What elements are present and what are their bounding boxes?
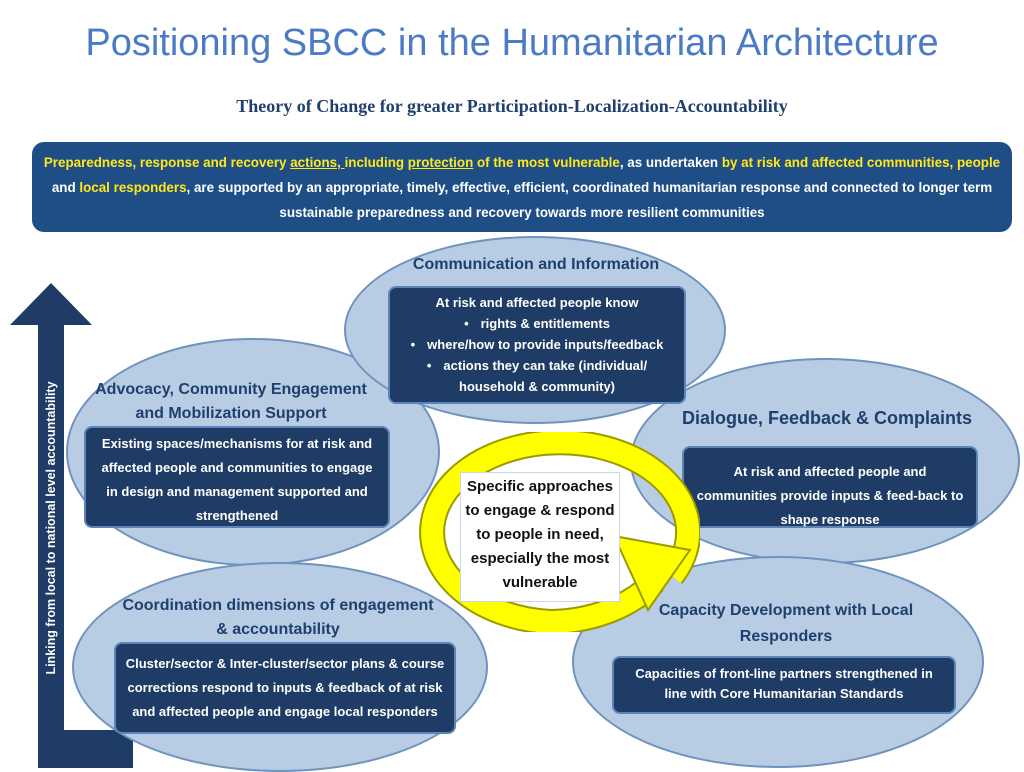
advocacy-heading-line: and Mobilization Support [135,405,327,422]
capacity-box: Capacities of front-line partners strengthened in line with Core Humanitarian Standards [612,656,956,714]
coordination-heading-line: Coordination dimensions of engagement [122,597,434,614]
goal-text: protection [407,155,474,170]
goal-text: by at risk and affected communities, people [721,155,1001,170]
communication-heading: Communication and Information [412,256,660,273]
communication-bullet: • actions they can take (individual/ [396,355,678,376]
goal-text: and [51,180,80,195]
center-approaches-box: Specific approaches to engage & respond to people in need, especially the most vulnerable [460,472,620,602]
communication-tail: household & community) [459,379,615,394]
goal-text: Preparedness, response and recovery [43,155,291,170]
goal-text: including [344,155,408,170]
communication-intro: At risk and affected people know [435,295,639,310]
communication-box [388,286,686,404]
coordination-heading-line: & accountability [216,621,340,638]
goal-text: sustainable preparedness and recovery towards more resilient communities [279,205,765,220]
page-title: Positioning SBCC in the Humanitarian Architecture [85,22,939,64]
dialogue-heading: Dialogue, Feedback & Complaints [681,408,973,428]
goal-text: actions, [290,155,345,170]
advocacy-heading-line: Advocacy, Community Engagement [95,381,367,398]
communication-bullet: • where/how to provide inputs/feedback [396,334,678,355]
goal-text: of the most vulnerable [473,155,620,170]
coordination-heading [108,594,448,642]
page-subtitle: Theory of Change for greater Participation-Localization-Accountability [236,96,788,116]
communication-bullet: • rights & entitlements [396,313,678,334]
goal-statement-box [32,142,1012,232]
coordination-box: Cluster/sector & Inter-cluster/sector plans & course corrections respond to inputs & feedback of at risk and affected people and engage local responders [114,642,456,734]
advocacy-heading [86,378,376,426]
advocacy-box: Existing spaces/mechanisms for at risk and affected people and communities to engage in design and management supported and strengthened [84,426,390,528]
goal-text: , are supported by an appropriate, timely, effective, efficient, coordinated humanitarian response and connected to longer term [186,180,993,195]
capacity-heading-line: Responders [739,628,833,645]
goal-text: , as undertaken [619,155,722,170]
capacity-heading-line: Capacity Development with Local [658,602,914,619]
goal-text: local responders [79,180,187,195]
communication-bullets [396,313,678,376]
dialogue-box: At risk and affected people and communities provide inputs & feed-back to shape response [682,446,978,528]
